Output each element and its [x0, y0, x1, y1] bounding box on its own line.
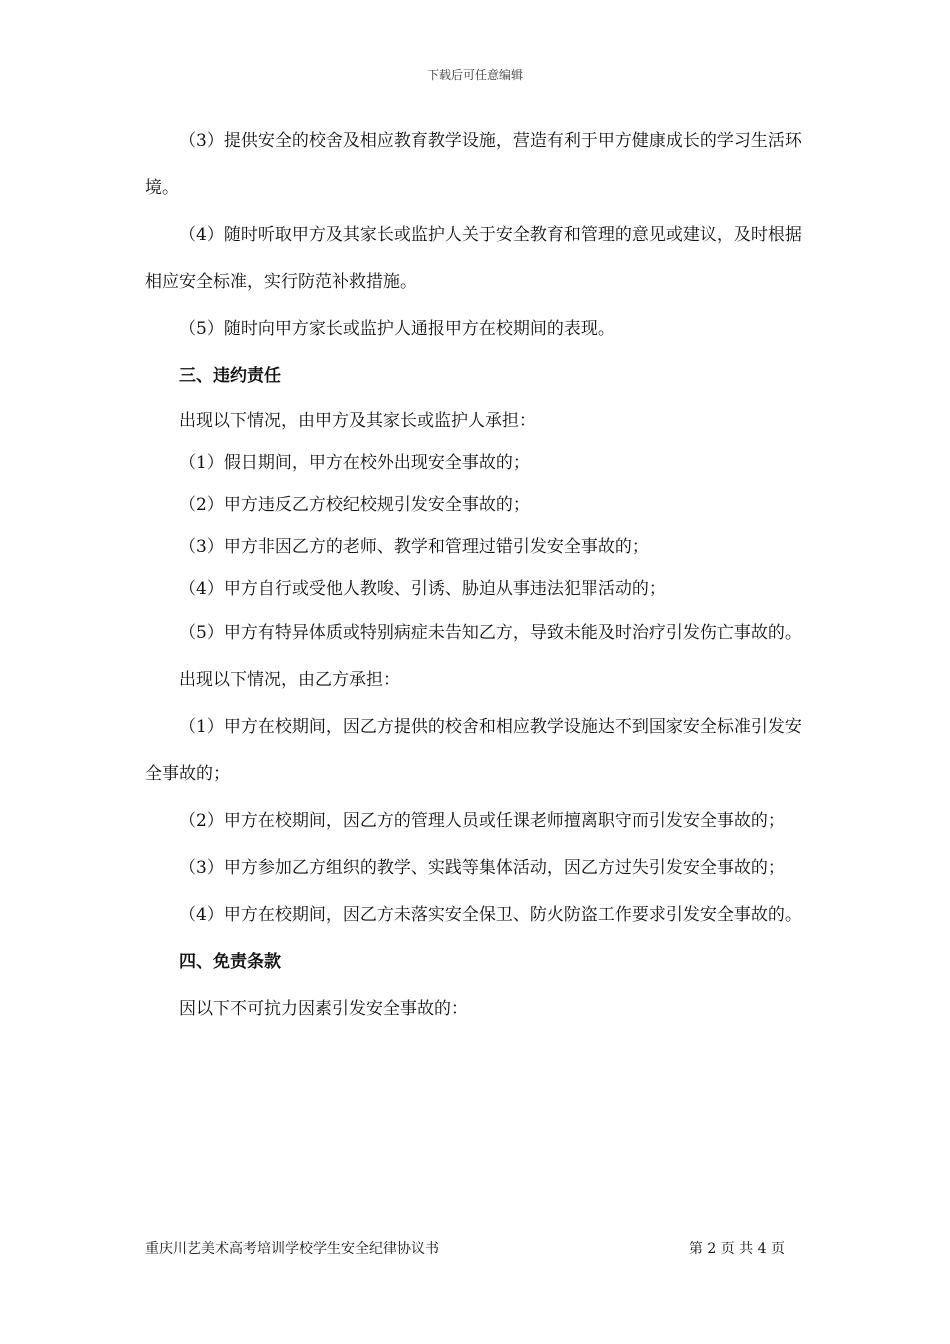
clause-paragraph: （3）提供安全的校舍及相应教育教学设施，营造有利于甲方健康成长的学习生活环境。	[145, 131, 802, 198]
clause-paragraph: （4）甲方自行或受他人教唆、引诱、胁迫从事违法犯罪活动的；	[179, 579, 666, 599]
clause-paragraph: （1）假日期间，甲方在校外出现安全事故的；	[179, 453, 530, 473]
clause-paragraph: （2）甲方在校期间，因乙方的管理人员或任课老师擅离职守而引发安全事故的；	[179, 811, 785, 831]
clause-paragraph: （5）随时向甲方家长或监护人通报甲方在校期间的表现。	[179, 319, 615, 339]
footer-document-title: 重庆川艺美术高考培训学校学生安全纪律协议书	[145, 1241, 439, 1257]
clause-paragraph: （4）随时听取甲方及其家长或监护人关于安全教育和管理的意见或建议，及时根据相应安全标准，实行防范补救措施。	[145, 225, 802, 292]
clause-paragraph: （4）甲方在校期间，因乙方未落实安全保卫、防火防盗工作要求引发安全事故的。	[179, 905, 802, 925]
document-body	[145, 118, 807, 1033]
clause-paragraph: （3）甲方参加乙方组织的教学、实践等集体活动，因乙方过失引发安全事故的；	[179, 858, 785, 878]
clause-paragraph: 因以下不可抗力因素引发安全事故的：	[179, 999, 468, 1019]
footer-page-number: 第 2 页 共 4 页	[688, 1241, 785, 1257]
clause-paragraph: 出现以下情况，由甲方及其家长或监护人承担：	[179, 411, 536, 431]
section-heading: 三、违约责任	[179, 366, 281, 386]
clause-paragraph: （3）甲方非因乙方的老师、教学和管理过错引发安全事故的；	[179, 537, 649, 557]
clause-paragraph: （1）甲方在校期间，因乙方提供的校舍和相应教学设施达不到国家安全标准引发安全事故的；	[145, 717, 802, 784]
clause-paragraph: （2）甲方违反乙方校纪校规引发安全事故的；	[179, 495, 530, 515]
header-note: 下载后可任意编辑	[426, 68, 523, 82]
clause-paragraph: 出现以下情况，由乙方承担：	[179, 670, 400, 690]
section-heading: 四、免责条款	[179, 952, 281, 972]
clause-paragraph: （5）甲方有特异体质或特别病症未告知乙方，导致未能及时治疗引发伤亡事故的。	[179, 623, 802, 643]
